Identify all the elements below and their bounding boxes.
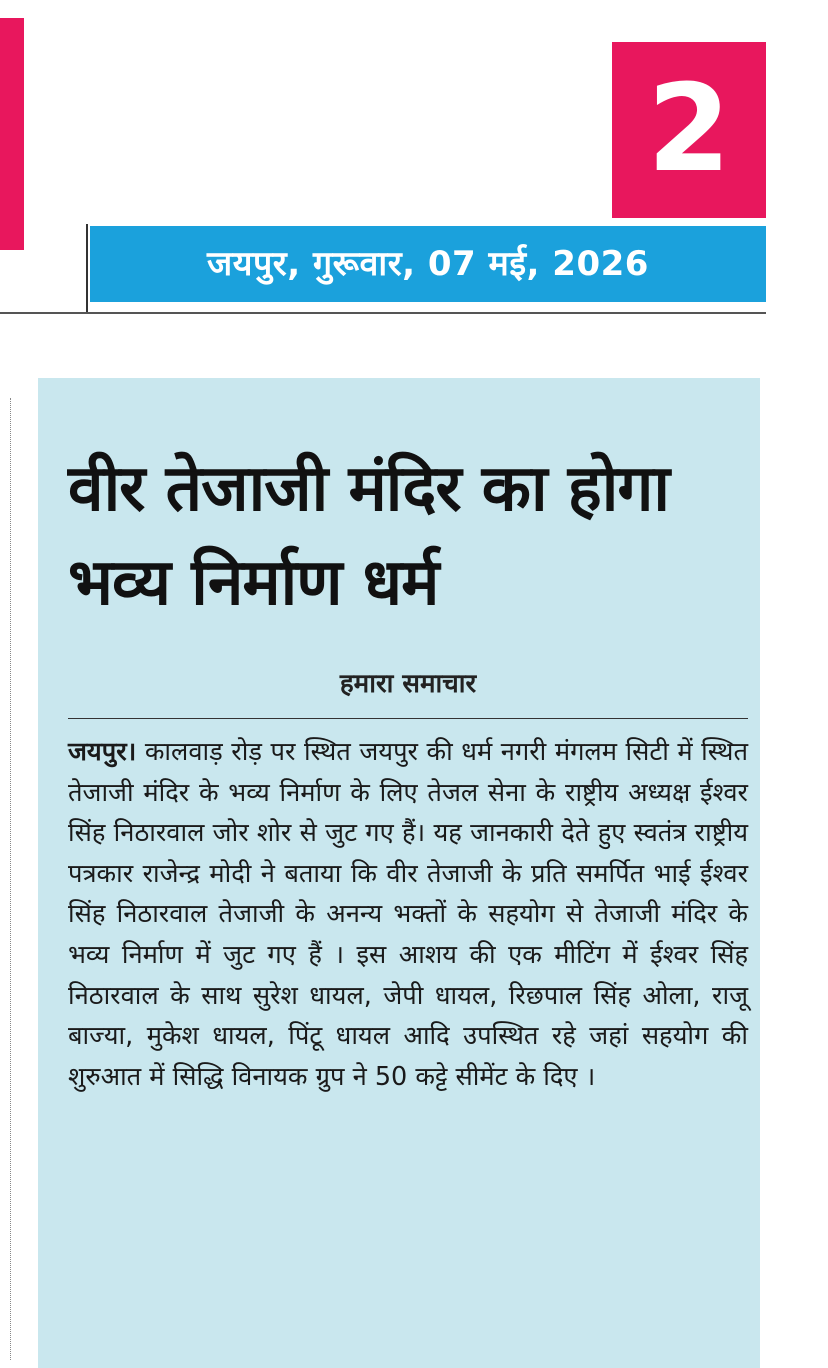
dateline-text: जयपुर, गुरूवार, 07 मई, 2026: [90, 226, 766, 302]
header-divider: [0, 312, 766, 314]
article-headline: वीर तेजाजी मंदिर का होगा भव्य निर्माण धर्म: [68, 452, 669, 620]
page-number-badge: 2: [612, 42, 766, 218]
left-accent-bar: [0, 18, 24, 250]
news-article: [38, 378, 760, 1368]
dateline-vertical-rule: [86, 224, 88, 312]
article-body-text: कालवाड़ रोड़ पर स्थित जयपुर की धर्म नगरी मंगलम सिटी में स्थित तेजाजी मंदिर के भव्य निर्माण के लिए तेजल सेना के राष्ट्रीय अध्यक्ष ईश्वर सिंह निठारवाल जोर शोर से जुट गए हैं। यह जानकारी देते हुए स्वतंत्र राष्ट्रीय पत्रकार राजेन्द्र मोदी ने बताया कि वीर तेजाजी के प्रति समर्पित भाई ईश्वर सिंह निठारवाल तेजाजी के अनन्य भक्तों के सहयोग से तेजाजी मंदिर के भव्य निर्माण में जुट गए हैं । इस आशय की एक मीटिंग में ईश्वर सिंह निठारवाल के साथ सुरेश धायल, जेपी धायल, रिछपाल सिंह ओला, राजू बाज्या, मुकेश धायल, पिंटू धायल आदि उपस्थित रहे जहां सहयोग की शुरुआत में सिद्धि विनायक ग्रुप ने 50 कट्टे सीमेंट के दिए ।: [68, 737, 748, 1092]
dateline-banner: [86, 224, 766, 310]
article-body: [68, 732, 748, 1097]
column-divider: [10, 398, 11, 1360]
article-byline: हमारा समाचार: [339, 669, 477, 699]
byline-divider: [68, 718, 748, 719]
article-dateline-lead: जयपुर।: [68, 737, 137, 767]
